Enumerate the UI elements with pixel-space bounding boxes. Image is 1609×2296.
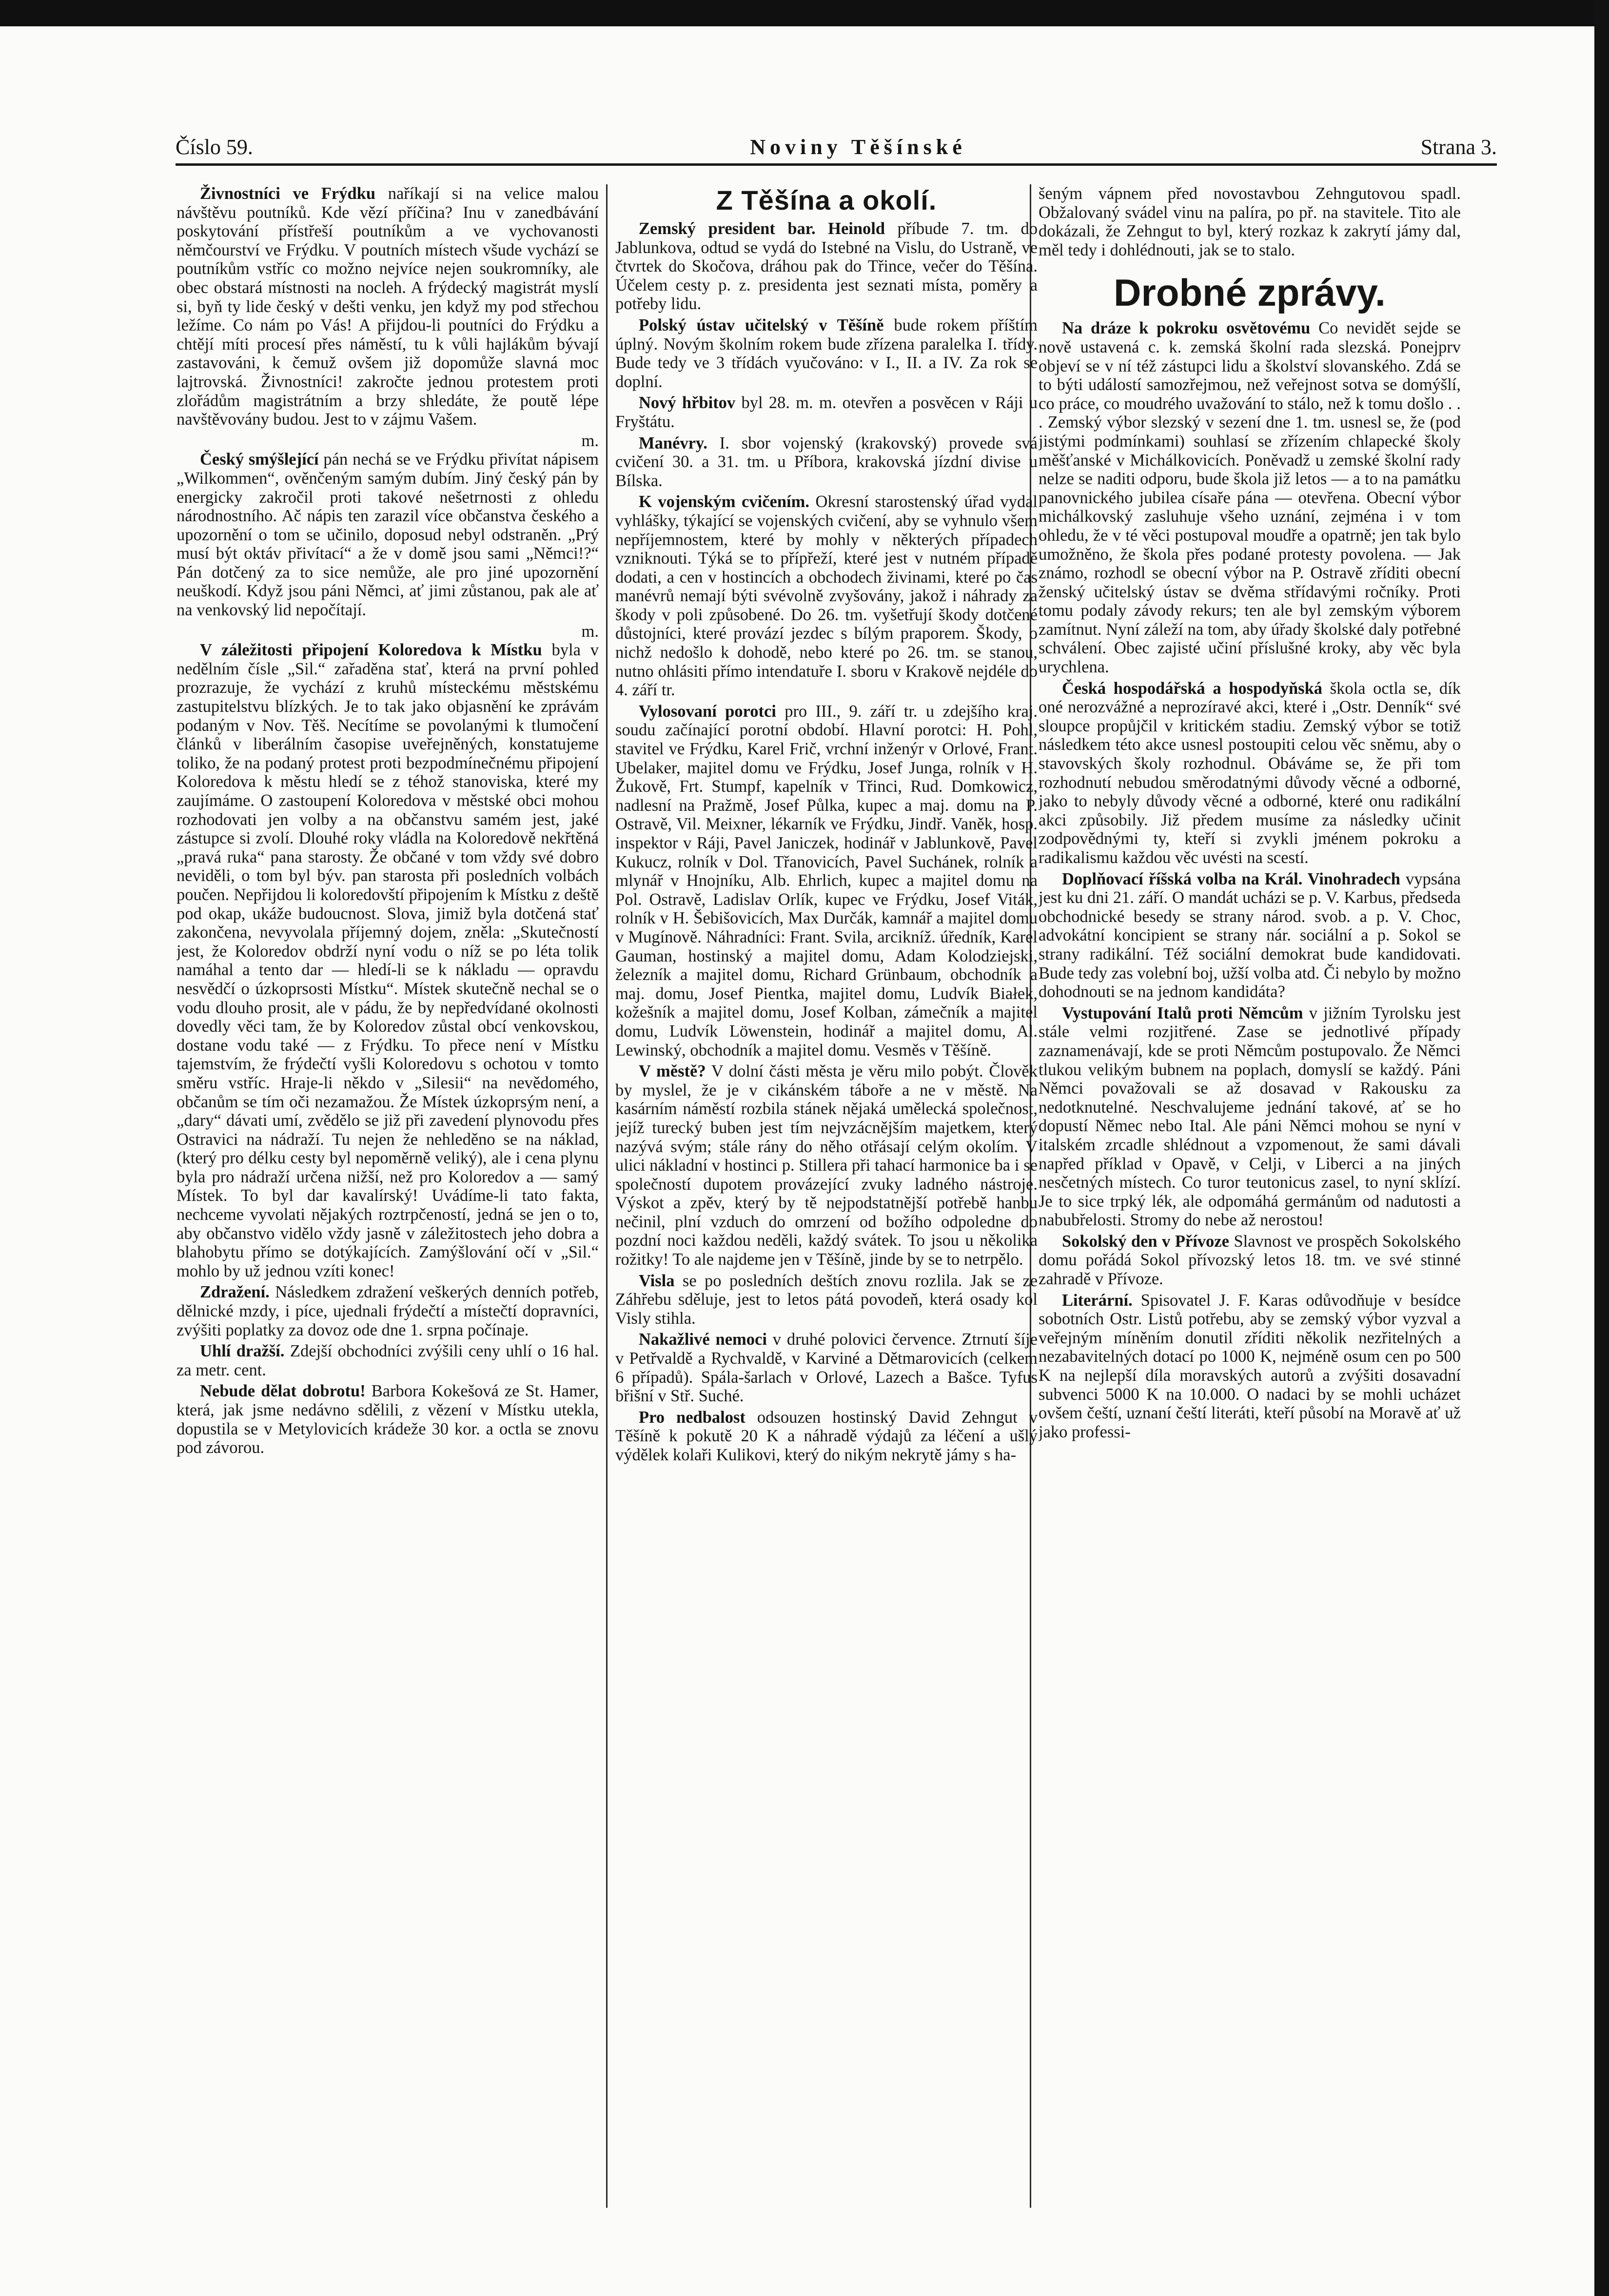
article-text: Co nevidět sejde se nově ustavená c. k. zemská školní rada slezská. Ponejprv objeví se v ní též zástupci lidu a školství slovanského. Zdá se to býti událostí samozřejmou, než veřejnost sotva se domýšlí, co práce, co moudrého uvažování to stálo, než k tomu došlo . . . Zemský výbor slezský v sezení dne 1. tm. usnesl se, že (pod jistými podmínkami) souhlasí se zřízením chlapecké školy měšťanské v Michálkovicích. Poněvadž u zemské školní rady nelze se naditi odporu, bude škola již letos — a to na památku panovnického jubilea císaře pána — otevřena. Obecní výbor michálkovský zasluhuje všeho uznání, zejména i v tom ohledu, že v té věci postupoval moudře a opatrně; jen tak bylo umožněno, že škola přes podané protesty povolena. — Jak známo, rozhodl se obecní výbor na P. Ostravě zříditi obecní ženský učitelský ústav se dvěma střídavými ročníky. Proti tomu podaly závody rekurs; ten ale byl zemským výborem zamítnut. Nyní záleží na tom, aby úřady školské daly potřebné schválení. Obec zajisté učiní příslušné kroky, aby věc byla urychlena.	[1039, 319, 1461, 677]
article-text: I. sbor vojenský (krakovský) provede svá cvičení 30. a 31. tm. u Příbora, krakovská jízdní divise u Bílska.	[615, 433, 1038, 490]
article	[1039, 870, 1461, 1001]
column-2	[615, 184, 1038, 2218]
article-lead: Český smýšlející	[200, 450, 319, 469]
newspaper-title: Noviny Těšínské	[750, 135, 966, 159]
article-text: v jižním Tyrolsku jest stále velmi rozjitřené. Zase se jednotlivé případy zaznamenávají, kde se proti Němcům postupovalo. Že Němci tlukou velikým bubnem na poplach, domyslí se každý. Páni Němci považovali se až dosavad v Rakousku za nedotknutelné. Neschvalujeme jednání takové, ať se ho dopustí Němec nebo Ital. Ale páni Němci mohou se nyní v italském zrcadle shlédnout a vzpomenout, že sami dávali napřed příklad v Opavě, v Celji, v Liberci a na jiných nesčetných místech. Co turor teutonicus zasel, to nyní sklízí. Je to sice trpký lék, ale odpomáhá germánům od nadutosti a nabubřelosti. Stromy do nebe až nerostou!	[1039, 1003, 1461, 1230]
article	[1039, 1232, 1461, 1289]
column-3	[1039, 184, 1461, 2218]
article	[615, 316, 1038, 391]
article-text: se po posledních deštích znovu rozlila. Jak se ze Záhřebu sděluje, jest to letos pátá povodeň, která osady kol Visly stihla.	[615, 1271, 1038, 1328]
article-lead: V městě?	[639, 1062, 706, 1081]
article-signature: m.	[581, 622, 599, 641]
article-text: příbude 7. tm. do Jablunkova, odtud se vydá do Istebné na Vislu, do Ustraně, ve čtvrtek do Skočova, dráhou pak do Třince, večer do Těšína. Účelem cesty p. z. presidenta jest seznati místa, poměry a potřeby lidu.	[615, 219, 1038, 314]
article-lead: Visla	[639, 1271, 675, 1290]
article-text: byl 28. m. m. otevřen a posvěcen v Ráji u Fryštátu.	[615, 393, 1038, 431]
article-lead: Doplňovací říšská volba na Král. Vinohradech	[1062, 869, 1400, 888]
article	[1039, 679, 1461, 867]
article-lead: Literární.	[1062, 1291, 1133, 1310]
article-text: odsouzen hostinský David Zehngut v Těšíně k pokutě 20 K a náhradě výdajů za léčení a ušlý výdělek kolaři Kulikovi, který do nikým nekrytě jámy s ha-	[615, 1408, 1038, 1464]
article-text: naříkají si na velice malou návštěvu poutníků. Kde vězí příčina? Inu v zanedbávání poskytování přístřeší poutníkům a ve vychovanosti němčourství ve Frýdku. V poutních místech všude vychází se poutníkům vstříc co možno nejvíce nejen soukromníky, ale obec obstará místnosti na nocleh. A frýdecký magistrát myslí si, byň ty lide český v dešti venku, jen když my pod střechou ležíme. Co nám po Vás! A přijdou-li poutníci do Frýdku a chtějí míti procesí přes náměstí, tu k vůli hajlákům bývají zastavováni, k čemuž ovšem již dopomůže slavná moc lajtrovská. Živnostníci! zakročte jednou protestem proti zlořádům magistrátním a brzy shledáte, že poutě lépe navštěvovány budou. Jest to v zájmu Vašem.	[177, 184, 599, 429]
article	[177, 1283, 599, 1339]
article	[1039, 1004, 1461, 1230]
page-header	[176, 131, 1497, 165]
article-lead: Nebude dělat dobrotu!	[200, 1382, 366, 1401]
article-lead: Zemský president bar. Heinold	[639, 219, 885, 238]
page-number: Strana 3.	[1420, 135, 1497, 159]
article	[615, 1062, 1038, 1269]
article	[615, 492, 1038, 700]
article-text: Okresní starostenský úřad vydal vyhlášky, týkající se vojenských cvičení, aby se vyhnulo všem nepříjemnostem, které by mohly v některých případech vzniknouti. Týká se to přípřeží, které jest v nutném případě dodati, a cen v hostincích a obchodech živinami, které po čas manévrů nemají býti svévolně zvyšovány, jakož i náhrady za škody v poli způsobené. Do 26. tm. vyšetřují škody dotčené důstojníci, které provází jezdec s bílým praporem. Škody, o nichž nedošlo k dohodě, nebo které po 26. tm. se stanou, nutno ohlásiti přímo intendatuře I. sboru v Krakově nejdéle do 4. září tr.	[615, 492, 1038, 700]
article-text: škola octla se, dík oné nerozvážné a neprozíravé akci, které i „Ostr. Denník“ své sloupce propůjčil v kritickém stadiu. Zemský výbor se totiž následkem této akce usnesl postoupiti celou věc sněmu, aby o stavovských školy rozhodnul. Obáváme se, že při tom rozhodnutí nebudou směrodatnými důvody věcné a odborné, jako to nebyly důvody věcné a odborné, které onu radikální akci způsobily. Již předem musíme za následky učinit zodpovědnými ty, kteří si zvykli jménem pokroku a radikalismu každou věc uvésti na scestí.	[1039, 679, 1461, 867]
article-text: pán nechá se ve Frýdku přivítat nápisem „Wilkommen“, ověnčeným samým dubím. Jiný český pán by energicky zakročil proti takové nešetrnosti z ohledu národnostního. Ač nápis ten zarazil více občanstva českého a upozornění o tom se učinilo, doposud nebyl odstraněn. „Prý musí být oktáv přivítací“ a že v domě jsou sami „Němci!?“ Pán dotčený za to sice nemůže, ale pro jiné upozornění neuškodí. Když jsou páni Němci, ať jimi zůstanou, pak ale ať na venkovský lid nepočítají.	[177, 450, 599, 620]
article-text: Slavnost ve prospěch Sokolského domu pořádá Sokol přívozský letos 18. tm. ve své stinné zahradě v Přívoze.	[1039, 1232, 1461, 1289]
section-heading: Drobné zprávy.	[1114, 271, 1386, 314]
article-lead: Uhlí dražší.	[200, 1342, 285, 1361]
article-lead: Živnostníci ve Frýdku	[200, 184, 376, 203]
article	[615, 702, 1038, 1060]
article-text: Barbora Kokešová ze St. Hamer, která, jak jsme nedávno sdělili, z vězení v Místku utekla, dopustila se v Metylovicích krádeže 30 kor. a octla se znovu pod závorou.	[177, 1382, 599, 1457]
column-divider	[606, 184, 608, 2208]
article	[177, 1342, 599, 1379]
scan-border-top	[0, 0, 1609, 26]
article-lead: Sokolský den v Přívoze	[1062, 1232, 1229, 1251]
article-lead: Pro nedbalost	[639, 1408, 746, 1427]
article-text: byla v nedělním čísle „Sil.“ zařaděna stať, která na první pohled prozrazuje, že vychází z kruhů místeckému městskému zastupitelstvu blízkých. Je to tak jako objasnění ke zprávám podaným v Nov. Těš. Necítíme se povolanými k tlumočení článků v liberálním časopise uveřejněných, konstatujeme toliko, že na podaný protest proti bezpodmínečnému připojení Koloredova k městu hledí se z téhož stanoviska, které my zaujímáme. O zastoupení Koloredova v městské obci mohou rozhodovati jen volby a na občanstvu samém jest, jaké zástupce si zvolí. Dlouhé roky vládla na Koloredově nekřtěná „pravá ruka“ pana starosty. Že občané v tom vždy své dobro neviděli, o tom byl býv. pan starosta při posledních volbách poučen. Nepřijdou li koloredovští připojením k Místku z deště pod okap, ukáže budoucnost. Slova, jimiž byla dotčená stať zakončena, nevyvolala příjemný dojem, zněla: „Skutečností jest, že Koloredov obdrží nyní vodu o níž se po léta tolik namáhal a tento dar — hledí-li se k nákladu — opravdu nesvědčí o úzkoprsosti Místku“. Místek skutečně nechal se o vodu dlouho prosit, ale v pádu, že by nepředvídané okolnosti dovedly věci tam, že by Koloredov zůstal obcí venkovskou, dostane vodu také — z Frýdku. To přece není v Místku tajemstvím, že frýdečtí vyšli Koloredovu s ochotou v tomto směru vstříc. Hraje-li někdo v „Silesii“ na nevědomého, občanům se tím oči nezamažou. Že Místek úzkoprsým není, a „dary“ dávati umí, zvědělo se již při zavedení plynovodu přes Ostravici na nádraží. Tu nejen že nehleděno se na náklad, (který pro délku cesty byl nepoměrně veliký), ale i cena plynu byla pro nádraží určena nižší, než pro Koloredov a — samý Místek. To byl dar kavalírský! Uvádíme-li tato fakta, nechceme vyvolati nějakých roztrpčeností, jedná se jen o to, aby občanstvo vidělo vždy jasně v záležitostech jeho dobra a blahobytu přímo se dotýkajících. Zamýšlování očí v „Sil.“ mohlo by už jednou vzíti konec!	[177, 641, 599, 1280]
article-lead: Zdražení.	[200, 1283, 270, 1302]
article-continuation: šeným vápnem před novostavbou Zehngutovou spadl. Obžalovaný svádel vinu na palíra, po př. na stavitele. Tito ale dokázali, že Zehngut to byl, který rozkaz k zakrytí jámy dal, měl tedy i dohlédnouti, jak se to stalo.	[1039, 184, 1461, 259]
article	[177, 184, 599, 429]
article-text: Spisovatel J. F. Karas odůvodňuje v besídce sobotních Ostr. Listů potřebu, aby se zemský výbor vyzval a veřejným míněním donutil zříditi několik nezřitelných a nezabavitelných dotací po 1000 K, nejméně osum cen po 500 K na nejlepší díla moravských autorů a zvýšiti dosavadní subvenci 5000 K na 10.000. O nadaci by se mohli ucházet ovšem čeští, uznaní čeští literáti, kteří působí na Moravě ať už jako professi-	[1039, 1291, 1461, 1441]
article-text: v druhé polovici července. Ztrnutí šíje v Petřvaldě a Rychvaldě, v Karviné a Dětmarovicích (celkem 6 případů). Spála-šarlach v Orlové, Lazech a Bašce. Tyfus břišní v Stř. Suché.	[615, 1330, 1038, 1406]
article	[615, 1408, 1038, 1465]
article-text: V dolní části města je věru milo pobýt. Člověk by myslel, že je v cikánském táboře a ne v městě. Na kasárním náměstí rozbila stánek nějaká umělecká společnost, jejíž turecký buben jest tím nejvzácnějším majetkem, který nazývá svým; stále rány do něho otřásají celým okolím. V ulici nákladní v hostinci p. Stillera při tahací harmonice ba i se společností dupotem provázející zvuky ladného nástroje. Výskot a zpěv, který by tě nejpodstatnější potřebě hanbu nečinil, plní vzduch do omrzení od božího odpoledne do pozdní noci každou neděli, každý svátek. To jsou u několika rožitky! To ale najdeme jen v Těšíně, jinde by se to netrpělo.	[615, 1062, 1038, 1269]
article-text: Zdejší obchodníci zvýšili ceny uhlí o 16 hal. za metr. cent.	[177, 1342, 599, 1379]
article-text: bude rokem příštím úplný. Novým školním rokem bude zřízena paralelka I. třídy. Bude tedy ve 3 třídách vyučováno: v I., II. a IV. Za rok se doplní.	[615, 315, 1038, 391]
column-1	[177, 184, 599, 2218]
article	[615, 219, 1038, 314]
article-text: Následkem zdražení veškerých denních potřeb, dělnické mzdy, i píce, ujednali frýdečtí a místečtí dopravníci, zvýšiti poplatky za dovoz ode dne 1. srpna počínaje.	[177, 1283, 599, 1339]
article	[1039, 1291, 1461, 1442]
article-lead: Česká hospodářská a hospodyňská	[1062, 679, 1323, 698]
article	[177, 1382, 599, 1457]
article-text: vypsána jest ku dni 21. září. O mandát ucházi se p. V. Karbus, předseda obchodnické besedy se strany národ. svob. a p. V. Choc, advokátní koncipient se strany nár. sociální a p. Sokol se strany radikální. Též sociální demokrat bude kandidovati. Bude tedy zas volební boj, užší volba atd. Či nebylo by možno dohodnouti se na jednom kandidáta?	[1039, 869, 1461, 1001]
article	[615, 393, 1038, 431]
article-text: pro III., 9. září tr. u zdejšího kraj. soudu začínající porotní období. Hlavní porotci: H. Pohl, stavitel ve Frýdku, Karel Frič, vrchní inženýr v Orlové, Frant. Ubelaker, majitel domu ve Frýdku, Josef Junga, rolník v H. Žukově, Frt. Stumpf, kapelník v Třinci, Rud. Domkowicz, nadlesní na Pražmě, Josef Půlka, kupec a maj. domu na P. Ostravě, Vil. Meixner, lékarník ve Frýdku, Jindř. Vaněk, hosp. inspektor v Ráji, Pavel Janiczek, hodinář v Jablunkově, Pavel Kukucz, rolník v Dol. Třanovicích, Pavel Suchánek, rolník a mlynář v Hnojníku, Alb. Ehrlich, kupec a majitel domu na Pol. Ostravě, Ladislav Orlík, kupec ve Frýdku, Josef Viták, rolník v H. Šebišovicích, Max Durčák, kamnář a majitel domu v Mugínově. Náhradníci: Frant. Svila, arcikníž. úředník, Karel Gauman, hostinský a majitel domu, Adam Kolodziejski, železník a majitel domu, Richard Grünbaum, obchodník a maj. domu, Josef Pientka, majitel domu, Ludvík Białek, kožešník a majitel domu, Josef Kolban, zámečník a majitel domu, Ludvík Löwenstein, hodinář a majitel domu, Al. Lewinský, obchodník a majitel domu. Vesměs v Těšíně.	[615, 702, 1038, 1060]
article	[615, 434, 1038, 491]
scan-border-right	[1594, 0, 1609, 2296]
article-lead: Nový hřbitov	[639, 393, 736, 412]
article	[177, 450, 599, 619]
article-lead: Manévry.	[639, 433, 707, 452]
article	[615, 1272, 1038, 1328]
article	[615, 1330, 1038, 1405]
article-lead: Polský ústav učitelský v Těšíně	[639, 315, 884, 334]
section-heading: Z Těšína a okolí.	[716, 185, 937, 216]
article-lead: Nakažlivé nemoci	[639, 1330, 767, 1349]
article-lead: K vojenským cvičením.	[639, 492, 809, 511]
article	[1039, 319, 1461, 676]
article-lead: V záležitosti připojení Koloredova k Místku	[200, 641, 542, 660]
issue-number: Číslo 59.	[176, 135, 253, 159]
article-lead: Vystupování Italů proti Němcům	[1062, 1003, 1303, 1022]
header-rule	[176, 163, 1497, 166]
article-lead: Vylosovaní porotci	[639, 702, 776, 721]
article-signature: m.	[581, 431, 599, 450]
article	[177, 641, 599, 1280]
article-lead: Na dráze k pokroku osvětovému	[1062, 319, 1311, 338]
